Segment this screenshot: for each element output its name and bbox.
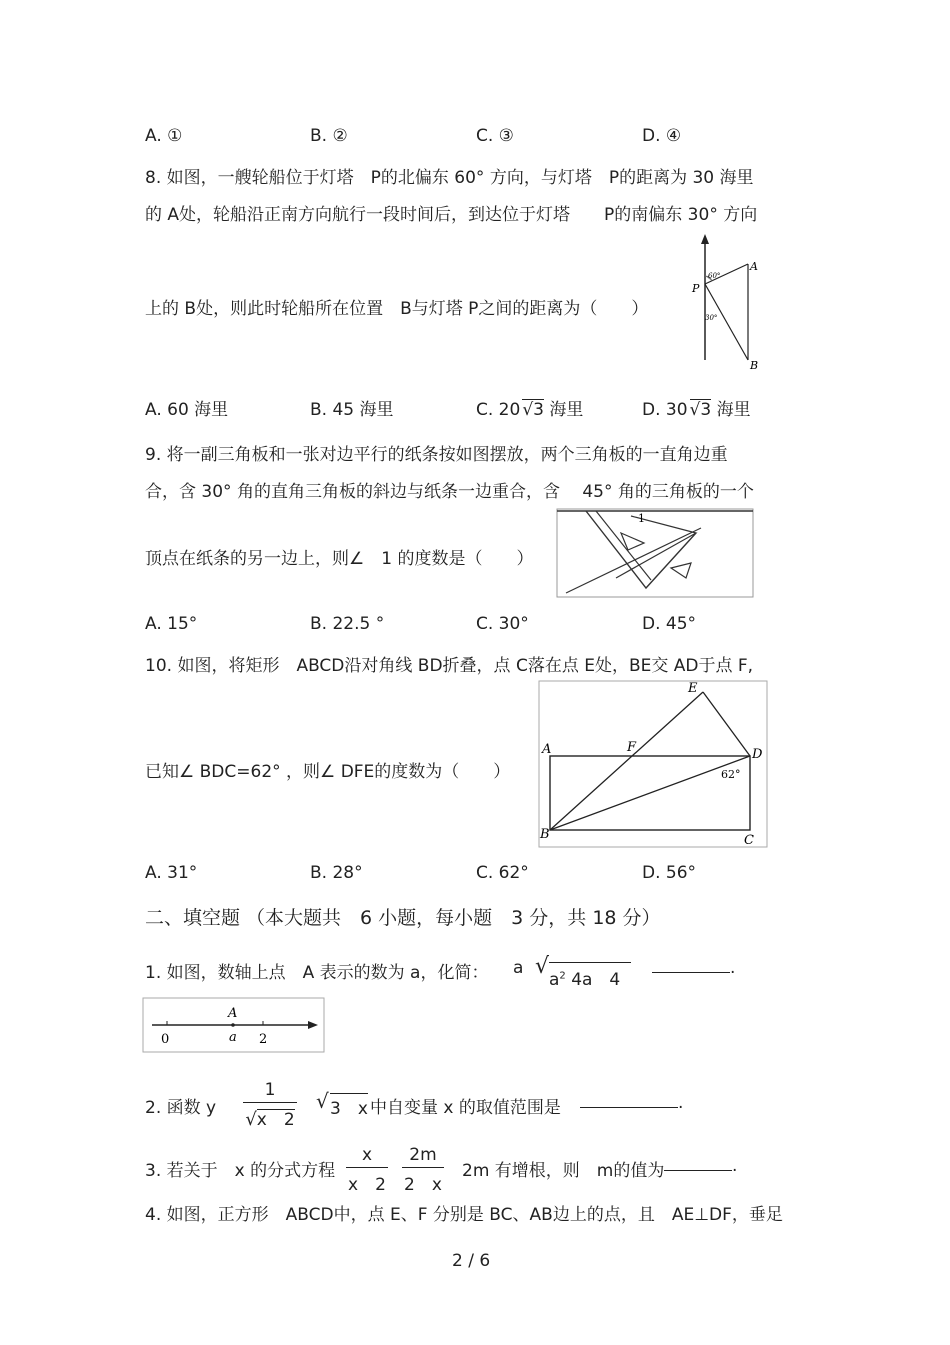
q10-option-a: A. 31° bbox=[145, 863, 198, 883]
f2-suffix: 中自变量 x 的取值范围是 bbox=[370, 1098, 561, 1118]
f3-suffix: 2m 有增根，则 m的值为 bbox=[462, 1161, 665, 1181]
q10-line-1: 10. 如图，将矩形 ABCD沿对角线 BD折叠，点 C落在点 E处，BE交 AD于点 F, bbox=[145, 656, 754, 676]
f1-answer-blank: . bbox=[652, 958, 735, 978]
q10-label-d: D bbox=[752, 747, 763, 762]
q10-option-d: D. 56° bbox=[642, 863, 697, 883]
q10-label-a: A bbox=[542, 742, 552, 757]
q10-label-c: C bbox=[744, 833, 754, 848]
f2-prefix: 2. 函数 y bbox=[145, 1098, 217, 1118]
f1-text: 1. 如图，数轴上点 A 表示的数为 a，化简： bbox=[145, 963, 489, 983]
q8-option-d-sqrt: √3 bbox=[689, 400, 712, 420]
number-line-a: a bbox=[229, 1030, 237, 1045]
q10-label-e: E bbox=[688, 681, 698, 696]
q8-lighthouse-figure bbox=[690, 232, 770, 372]
q10-angle-62: 62° bbox=[721, 768, 741, 781]
q7-option-a: A. ① bbox=[145, 126, 183, 146]
q9-option-d: D. 45° bbox=[642, 614, 697, 634]
q9-line-2: 合，含 30° 角的直角三角板的斜边与纸条一边重合，含 45° 角的三角板的一个 bbox=[145, 482, 754, 502]
section-2-title: 二、填空题 （本大题共 6 小题，每小题 3 分，共 18 分） bbox=[145, 907, 661, 929]
number-line-two: 2 bbox=[259, 1032, 268, 1047]
q8-line-3: 上的 B处，则此时轮船所在位置 B与灯塔 P之间的距离为（ ） bbox=[145, 299, 649, 319]
f1-sqrt-sign: √ bbox=[535, 954, 550, 979]
q9-option-a: A. 15° bbox=[145, 614, 198, 634]
f1-number-line bbox=[142, 997, 325, 1053]
q8-option-d: D. 30 √3 海里 bbox=[642, 400, 751, 420]
q8-option-b: B. 45 海里 bbox=[310, 400, 394, 420]
q7-option-d: D. ④ bbox=[642, 126, 682, 146]
f2-fraction: $\frac{1}{√x 2}$ bbox=[243, 1080, 297, 1130]
f1-expr-a: a bbox=[513, 958, 524, 978]
q10-rectangle-figure bbox=[538, 680, 768, 848]
q8-angle-60: 60° bbox=[708, 272, 721, 280]
q9-option-c: C. 30° bbox=[476, 614, 529, 634]
q8-label-p: P bbox=[692, 282, 700, 295]
q8-label-a: A bbox=[750, 260, 758, 273]
q8-label-b: B bbox=[750, 359, 759, 372]
f4-text: 4. 如图，正方形 ABCD中，点 E、F 分别是 BC、AB边上的点，且 AE⊥DF，垂足 bbox=[145, 1205, 783, 1225]
f3-answer-blank: . bbox=[664, 1156, 737, 1176]
number-line-zero: 0 bbox=[161, 1032, 170, 1047]
q10-label-f: F bbox=[627, 740, 637, 755]
q10-label-b: B bbox=[540, 827, 550, 842]
q9-line-3: 顶点在纸条的另一边上，则∠ 1 的度数是（ ） bbox=[145, 549, 534, 569]
f1-radicand: $a^2$ 4a 4 bbox=[549, 962, 631, 990]
q8-line-2: 的 A处，轮船沿正南方向航行一段时间后，到达位于灯塔 P的南偏东 30° 方向 bbox=[145, 205, 758, 225]
page-number: 2 / 6 bbox=[452, 1251, 491, 1271]
f2-answer-blank: . bbox=[580, 1093, 683, 1113]
f2-sqrt-sign: √ bbox=[316, 1089, 329, 1113]
q9-line-1: 9. 将一副三角板和一张对边平行的纸条按如图摆放，两个三角板的一直角边重 bbox=[145, 445, 728, 465]
q9-angle-label: 1 bbox=[638, 512, 645, 525]
q7-option-b: B. ② bbox=[310, 126, 348, 146]
f3-prefix: 3. 若关于 x 的分式方程 bbox=[145, 1161, 336, 1181]
q7-option-c: C. ③ bbox=[476, 126, 514, 146]
q8-option-a: A. 60 海里 bbox=[145, 400, 229, 420]
f2-radicand: 3 x bbox=[330, 1093, 368, 1119]
q10-line-2: 已知∠ BDC=62° ，则∠ DFE的度数为（ ） bbox=[145, 762, 511, 782]
q9-option-b: B. 22.5 ° bbox=[310, 614, 385, 634]
q10-option-b: B. 28° bbox=[310, 863, 363, 883]
f3-fraction-1: $\frac{x}{x 2}$ bbox=[346, 1145, 388, 1195]
f3-fraction-2: $\frac{2m}{2 x}$ bbox=[402, 1145, 444, 1195]
q8-option-c: C. 20 √3 海里 bbox=[476, 400, 584, 420]
q8-angle-30: 30° bbox=[705, 314, 718, 322]
q9-triangles-figure bbox=[556, 508, 754, 598]
q10-option-c: C. 62° bbox=[476, 863, 529, 883]
number-line-point-a: A bbox=[228, 1006, 238, 1021]
q8-line-1: 8. 如图，一艘轮船位于灯塔 P的北偏东 60° 方向，与灯塔 P的距离为 30 海里 bbox=[145, 168, 754, 188]
q8-option-c-sqrt: √3 bbox=[522, 400, 544, 420]
